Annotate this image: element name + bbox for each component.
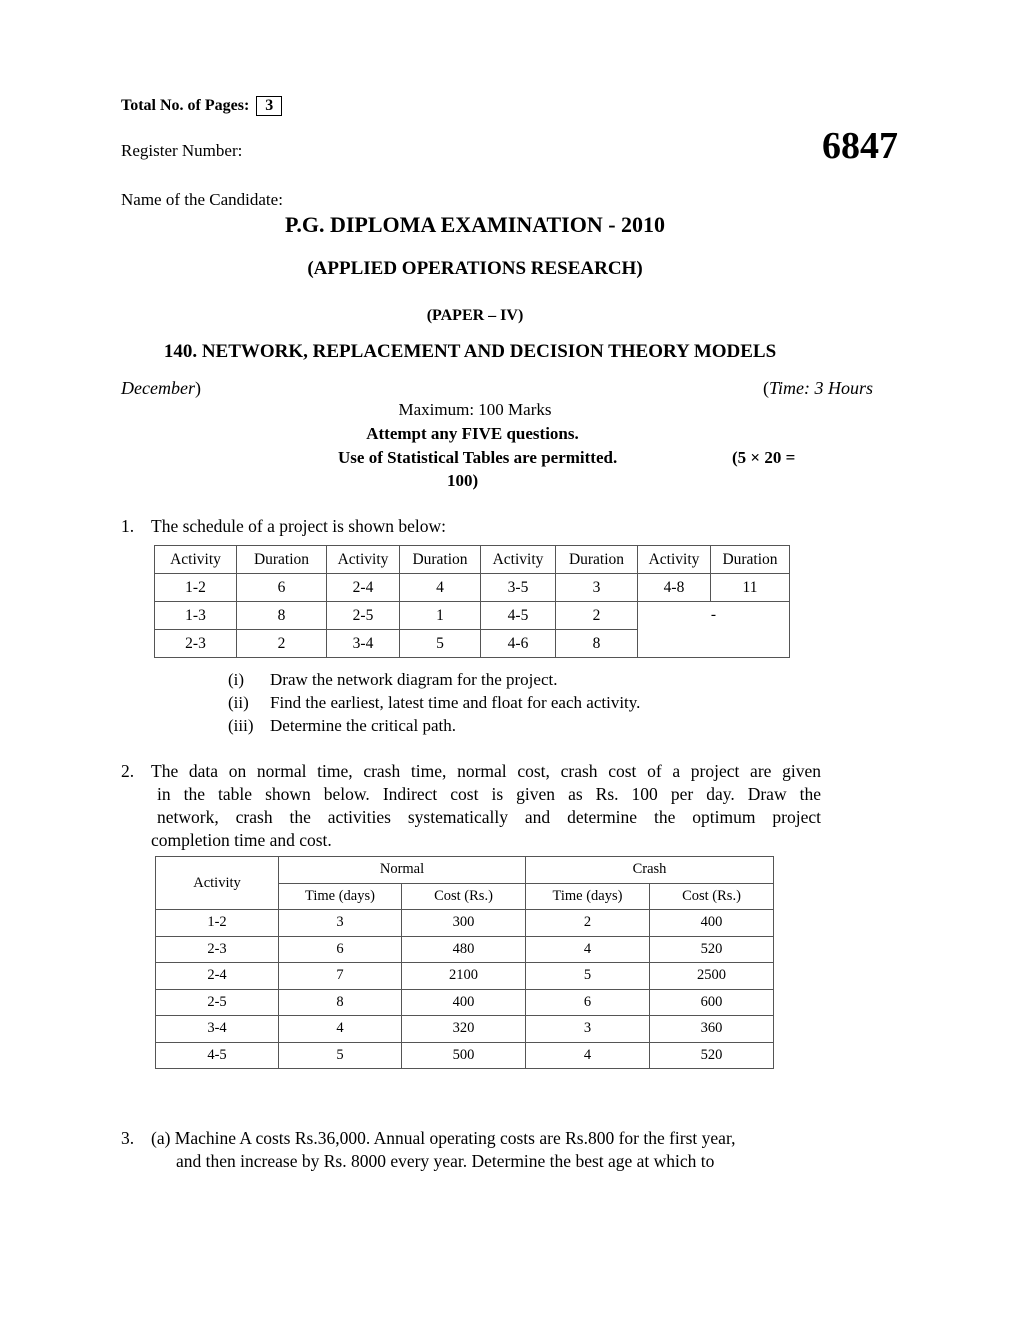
table-cell: 2-5 (327, 602, 400, 630)
table-cell: 4 (400, 574, 481, 602)
table-cell: 2 (526, 910, 650, 937)
table-cell: 6 (279, 936, 402, 963)
table-cell: 4-5 (481, 602, 556, 630)
exam-paper: (PAPER – IV) (426, 307, 524, 324)
subpart-label: (ii) (228, 693, 249, 712)
header-cell: Activity (156, 857, 279, 910)
marks-allocation-cont: 100) (447, 471, 479, 490)
table-cell: 5 (526, 963, 650, 990)
q2-text-line: in the table shown below. Indirect cost is given as Rs. 100 per day. Draw the (157, 784, 821, 804)
q3-number: 3. (121, 1128, 135, 1148)
table-cell: 1-2 (156, 910, 279, 937)
q1-subpart (228, 716, 456, 736)
exam-time (763, 378, 873, 399)
table-cell: 2100 (402, 963, 526, 990)
header-cell: Activity (327, 546, 400, 574)
total-pages-label: Total No. of Pages: (121, 97, 250, 114)
table-cell: 2500 (650, 963, 774, 990)
q1-schedule-table (154, 545, 790, 658)
exam-month (121, 378, 201, 399)
table-cell: 8 (279, 989, 402, 1016)
max-marks: Maximum: 100 Marks (398, 400, 552, 419)
table-cell: 400 (402, 989, 526, 1016)
table-cell: 520 (650, 1042, 774, 1069)
table-cell: 2-3 (156, 936, 279, 963)
table-cell: 11 (711, 574, 790, 602)
header-cell: Time (days) (279, 883, 402, 910)
table-cell: 4 (526, 1042, 650, 1069)
table-cell: 8 (556, 630, 638, 658)
attempt-instruction: Attempt any FIVE questions. (366, 424, 579, 443)
tables-note: Use of Statistical Tables are permitted. (338, 448, 618, 467)
header-group-cell: Crash (526, 857, 774, 884)
table-cell: 2-5 (156, 989, 279, 1016)
subpart-label: (i) (228, 670, 245, 689)
table-row (155, 602, 790, 630)
total-pages-line (121, 96, 282, 116)
table-cell: 4-6 (481, 630, 556, 658)
table-cell: 2 (556, 602, 638, 630)
header-cell: Activity (638, 546, 711, 574)
time-paren: ( (762, 378, 769, 398)
month-text: December (121, 378, 195, 398)
q2-number: 2. (121, 761, 135, 781)
header-cell: Activity (155, 546, 237, 574)
paper-title: 140. NETWORK, REPLACEMENT AND DECISION THEORY MODELS (163, 341, 777, 362)
header-cell: Activity (481, 546, 556, 574)
table-cell: 1-2 (155, 574, 237, 602)
table-cell: 4 (526, 936, 650, 963)
subpart-text: Determine the critical path. (270, 716, 456, 735)
table-cell: 8 (237, 602, 327, 630)
q1-subpart (228, 670, 557, 690)
table-header-row (155, 546, 790, 574)
table-cell: 500 (402, 1042, 526, 1069)
table-cell-merged: - (638, 602, 790, 658)
table-cell: 6 (526, 989, 650, 1016)
header-cell: Duration (400, 546, 481, 574)
table-row (156, 1016, 774, 1043)
q1-text: The schedule of a project is shown below: (151, 516, 446, 536)
header-cell: Duration (237, 546, 327, 574)
table-cell: 3 (556, 574, 638, 602)
table-cell: 400 (650, 910, 774, 937)
table-cell: 3-5 (481, 574, 556, 602)
q1-number: 1. (121, 516, 135, 536)
q3-text-line: (a) Machine A costs Rs.36,000. Annual operating costs are Rs.800 for the first year, (151, 1128, 736, 1148)
table-cell: 1 (400, 602, 481, 630)
table-cell: 360 (650, 1016, 774, 1043)
table-cell: 480 (402, 936, 526, 963)
table-cell: 5 (400, 630, 481, 658)
table-cell: 5 (279, 1042, 402, 1069)
table-cell: 520 (650, 936, 774, 963)
table-cell: 2-4 (327, 574, 400, 602)
header-cell: Cost (Rs.) (650, 883, 774, 910)
table-cell: 2-4 (156, 963, 279, 990)
subpart-text: Find the earliest, latest time and float for each activity. (270, 693, 641, 712)
subpart-label: (iii) (228, 716, 254, 735)
candidate-label: Name of the Candidate: (121, 190, 283, 209)
q3-text-line: and then increase by Rs. 8000 every year. Determine the best age at which to (176, 1151, 715, 1171)
exam-subject: (APPLIED OPERATIONS RESEARCH) (307, 258, 643, 279)
q2-text-line: The data on normal time, crash time, normal cost, crash cost of a project are given (151, 761, 821, 781)
q2-crash-table (155, 856, 774, 1069)
table-cell: 300 (402, 910, 526, 937)
register-number: 6847 (822, 125, 898, 167)
table-cell: 4-8 (638, 574, 711, 602)
total-pages-box: 3 (256, 96, 282, 116)
header-cell: Cost (Rs.) (402, 883, 526, 910)
table-cell: 2 (237, 630, 327, 658)
subpart-text: Draw the network diagram for the project. (270, 670, 558, 689)
table-cell: 320 (402, 1016, 526, 1043)
header-cell: Duration (556, 546, 638, 574)
q2-text-line: network, crash the activities systematically and determine the optimum project (157, 807, 821, 827)
table-row (156, 989, 774, 1016)
table-cell: 3-4 (156, 1016, 279, 1043)
month-paren: ) (194, 378, 201, 398)
q2-text-line: completion time and cost. (151, 830, 332, 850)
table-row (155, 574, 790, 602)
table-row (156, 1042, 774, 1069)
table-row (156, 963, 774, 990)
table-cell: 600 (650, 989, 774, 1016)
table-header-row (156, 857, 774, 884)
table-cell: 4-5 (156, 1042, 279, 1069)
table-row (156, 910, 774, 937)
table-cell: 2-3 (155, 630, 237, 658)
table-cell: 1-3 (155, 602, 237, 630)
q1-subpart (228, 693, 640, 713)
table-cell: 4 (279, 1016, 402, 1043)
table-cell: 3 (526, 1016, 650, 1043)
header-cell: Time (days) (526, 883, 650, 910)
register-label: Register Number: (121, 141, 243, 160)
exam-title: P.G. DIPLOMA EXAMINATION - 2010 (284, 212, 666, 237)
table-cell: 6 (237, 574, 327, 602)
time-text: Time: 3 Hours (768, 378, 873, 398)
table-cell: 3 (279, 910, 402, 937)
table-row (156, 936, 774, 963)
table-cell: 7 (279, 963, 402, 990)
header-cell: Duration (711, 546, 790, 574)
header-group-cell: Normal (279, 857, 526, 884)
table-cell: 3-4 (327, 630, 400, 658)
marks-allocation: (5 × 20 = (732, 448, 796, 467)
